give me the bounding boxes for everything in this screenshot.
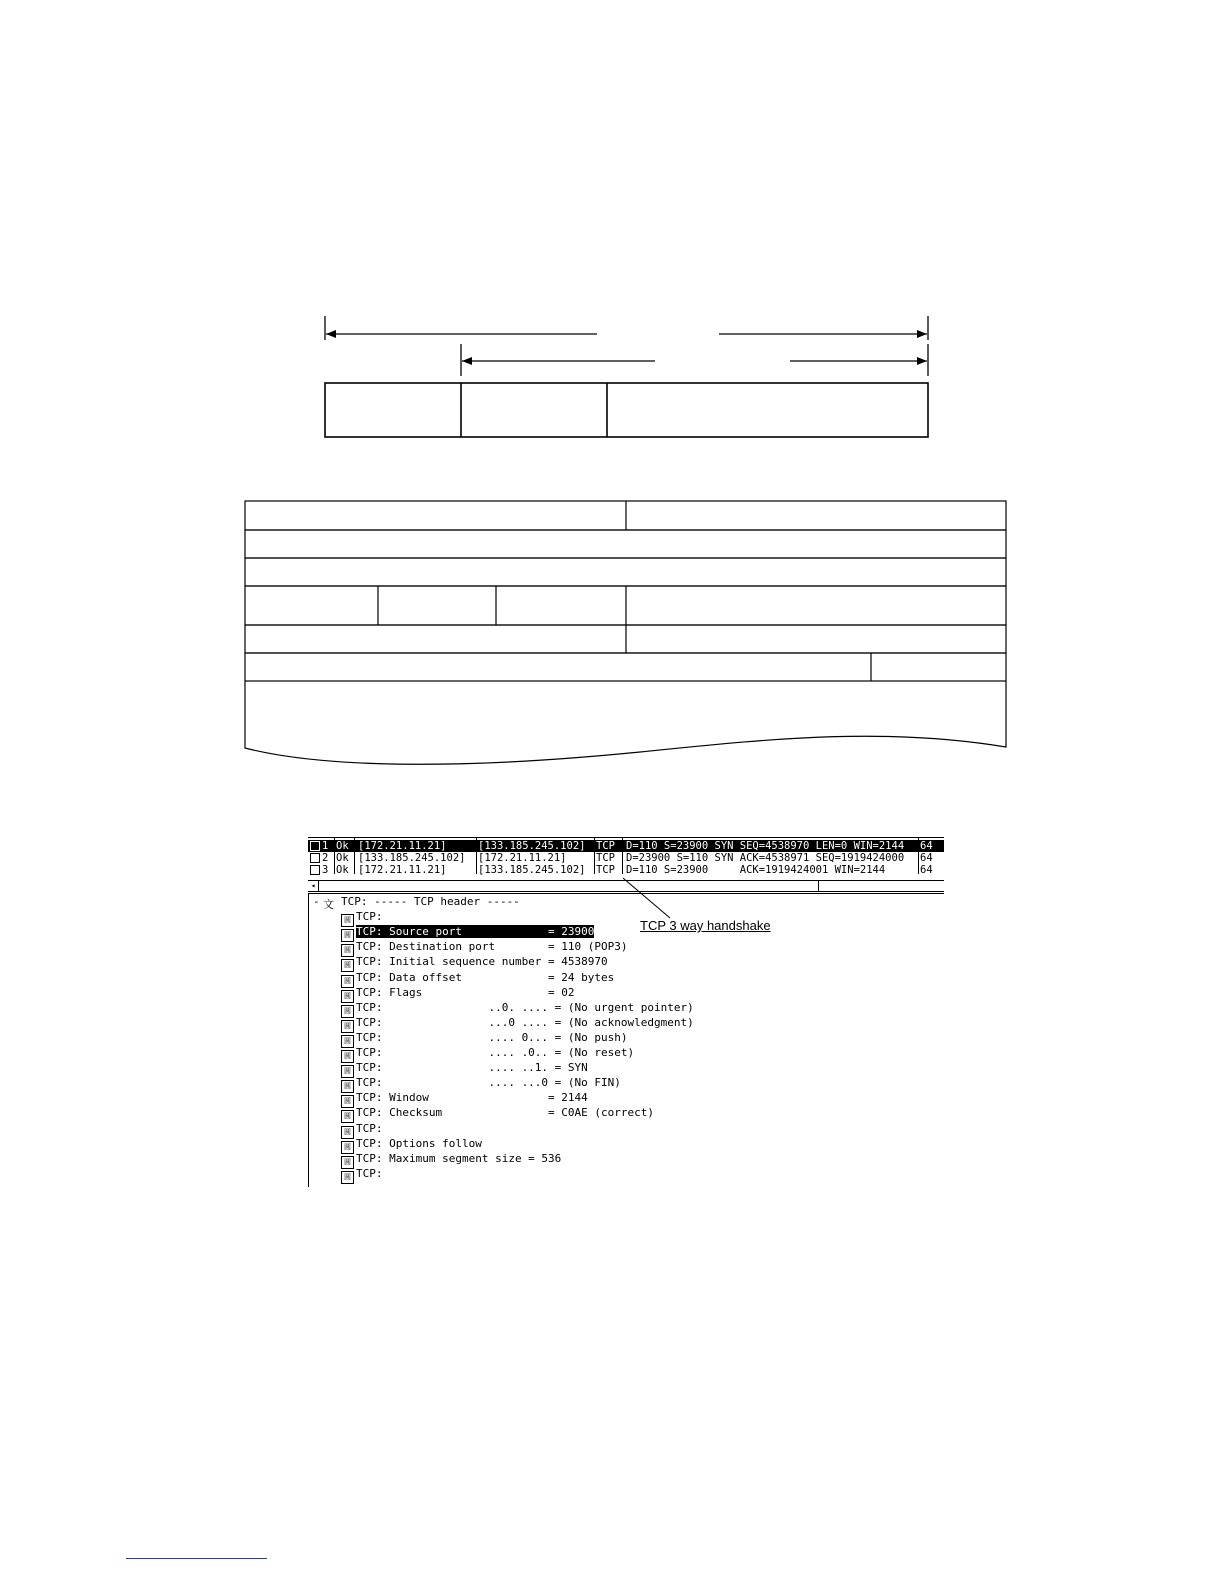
packet-row-2[interactable] — [308, 852, 944, 864]
packet-protocol: TCP — [596, 840, 615, 852]
decode-line-text: TCP: .... ...0 = (No FIN) — [356, 1076, 621, 1090]
packet-decode-pane[interactable] — [308, 893, 944, 1187]
packet-source: [172.21.11.21] — [358, 864, 447, 876]
decode-line[interactable] — [341, 1121, 383, 1136]
decode-line[interactable] — [341, 924, 594, 939]
packet-status: Ok — [336, 840, 349, 852]
packet-summary: D=23900 S=110 SYN ACK=4538971 SEQ=1919424000 — [626, 852, 905, 864]
decode-field-icon: 圆 — [341, 1156, 354, 1169]
decode-header-line[interactable] — [341, 894, 520, 909]
decode-line-text: TCP: .... ..1. = SYN — [356, 1061, 588, 1075]
decode-line-text: TCP: Initial sequence number = 4538970 — [356, 955, 608, 969]
decode-line[interactable] — [341, 1045, 634, 1060]
decode-field-icon: 圆 — [341, 929, 354, 942]
decode-line-text: TCP: Checksum = C0AE (correct) — [356, 1106, 655, 1120]
packet-source: [172.21.11.21] — [358, 840, 447, 852]
decode-line-text: TCP: Data offset = 24 bytes — [356, 970, 615, 984]
tcp-header-layout-diagram — [0, 0, 1224, 780]
decode-line[interactable] — [341, 985, 575, 1000]
horizontal-scrollbar[interactable] — [308, 880, 944, 892]
checkbox-icon[interactable] — [310, 865, 320, 875]
decode-line-text: TCP: Flags = 02 — [356, 985, 575, 999]
decode-line[interactable] — [341, 1015, 694, 1030]
decode-line[interactable] — [341, 939, 628, 954]
decode-line[interactable] — [341, 1136, 482, 1151]
decode-field-icon: 圆 — [341, 1171, 354, 1184]
column-separator[interactable] — [476, 838, 477, 874]
decode-line-text: TCP: Window = 2144 — [356, 1091, 588, 1105]
column-separator[interactable] — [594, 838, 595, 874]
column-separator[interactable] — [918, 838, 919, 874]
checkbox-icon[interactable] — [310, 853, 320, 863]
decode-field-icon: 圆 — [341, 1141, 354, 1154]
packet-status: Ok — [336, 852, 349, 864]
decode-field-icon: 圆 — [341, 944, 354, 957]
decode-line[interactable] — [341, 909, 383, 924]
packet-destination: [172.21.11.21] — [478, 852, 567, 864]
decode-field-icon: 圆 — [341, 1050, 354, 1063]
packet-row-1[interactable] — [308, 840, 944, 852]
scrollbar-divider — [818, 881, 819, 891]
column-separator[interactable] — [622, 838, 623, 874]
decode-line[interactable] — [341, 1151, 561, 1166]
decode-field-icon: 圆 — [341, 990, 354, 1003]
checkbox-icon[interactable] — [310, 841, 320, 851]
decode-line[interactable] — [341, 1105, 654, 1120]
collapse-tree-toggle[interactable]: - — [313, 895, 320, 908]
header-row-3 — [245, 558, 1006, 586]
packet-extra: 64 — [920, 864, 933, 876]
header-row-6 — [245, 653, 1006, 681]
packet-destination: [133.185.245.102] — [478, 840, 586, 852]
decode-field-icon: 圆 — [341, 1035, 354, 1048]
header-row-2 — [245, 530, 1006, 558]
handshake-annotation-label: TCP 3 way handshake — [640, 918, 771, 933]
packet-number: 2 — [322, 852, 329, 864]
packet-number: 3 — [322, 864, 329, 876]
decode-field-icon: 圆 — [341, 959, 354, 972]
decode-field-icon: 圆 — [341, 1110, 354, 1123]
decode-line-text: TCP: .... .0.. = (No reset) — [356, 1046, 635, 1059]
protocol-root-icon: 文 — [323, 898, 334, 911]
packet-status: Ok — [336, 864, 349, 876]
decode-field-icon: 圆 — [341, 1095, 354, 1108]
packet-capture-window — [308, 837, 944, 1187]
decode-line-text: TCP: — [356, 1121, 383, 1135]
packet-row-3[interactable] — [308, 864, 944, 876]
packet-extra: 64 — [920, 852, 933, 864]
decode-line[interactable] — [341, 970, 614, 985]
packet-protocol: TCP — [596, 864, 615, 876]
decode-line-text: TCP: Options follow — [356, 1136, 482, 1150]
packet-summary: D=110 S=23900 ACK=1919424001 WIN=2144 — [626, 864, 886, 876]
column-separator[interactable] — [334, 838, 335, 874]
decode-field-icon: 圆 — [341, 1020, 354, 1033]
decode-line-text: TCP: — [356, 910, 383, 924]
decode-line-text: TCP: Source port = 23900 — [356, 925, 595, 939]
packet-list[interactable] — [308, 837, 944, 890]
decode-line[interactable] — [341, 1090, 588, 1105]
decode-line-text: TCP: Maximum segment size = 536 — [356, 1151, 562, 1165]
decode-field-icon: 圆 — [341, 1126, 354, 1139]
decode-field-icon: 圆 — [341, 914, 354, 927]
scroll-left-arrow-icon[interactable]: ◂ — [308, 881, 319, 891]
decode-line[interactable] — [341, 1075, 621, 1090]
decode-line-text: TCP: .... 0... = (No push) — [356, 1030, 628, 1044]
decode-field-icon: 圆 — [341, 1065, 354, 1078]
header-data-torn-area — [245, 681, 1006, 764]
packet-destination: [133.185.245.102] — [478, 864, 586, 876]
packet-source: [133.185.245.102] — [358, 852, 466, 864]
decode-field-icon: 圆 — [341, 1080, 354, 1093]
decode-line[interactable] — [341, 954, 608, 969]
packet-extra: 64 — [920, 840, 933, 852]
decode-field-icon: 圆 — [341, 1005, 354, 1018]
column-separator[interactable] — [354, 838, 355, 874]
decode-line-text: TCP: — [356, 1166, 383, 1180]
decode-line-text: TCP: Destination port = 110 (POP3) — [356, 940, 628, 954]
decode-line-text: TCP: ----- TCP header ----- — [341, 895, 520, 908]
decode-field-icon: 圆 — [341, 975, 354, 988]
decode-line[interactable] — [341, 1060, 588, 1075]
packet-summary: D=110 S=23900 SYN SEQ=4538970 LEN=0 WIN=2144 — [626, 840, 905, 852]
decode-line-text: TCP: ...0 .... = (No acknowledgment) — [356, 1015, 694, 1029]
decode-line-text: TCP: ..0. .... = (No urgent pointer) — [356, 1000, 694, 1014]
decode-line[interactable] — [341, 1000, 694, 1015]
footnote-separator — [126, 1558, 267, 1559]
decode-line[interactable] — [341, 1030, 628, 1045]
decode-line[interactable] — [341, 1166, 383, 1181]
packet-number: 1 — [322, 840, 329, 852]
packet-protocol: TCP — [596, 852, 615, 864]
